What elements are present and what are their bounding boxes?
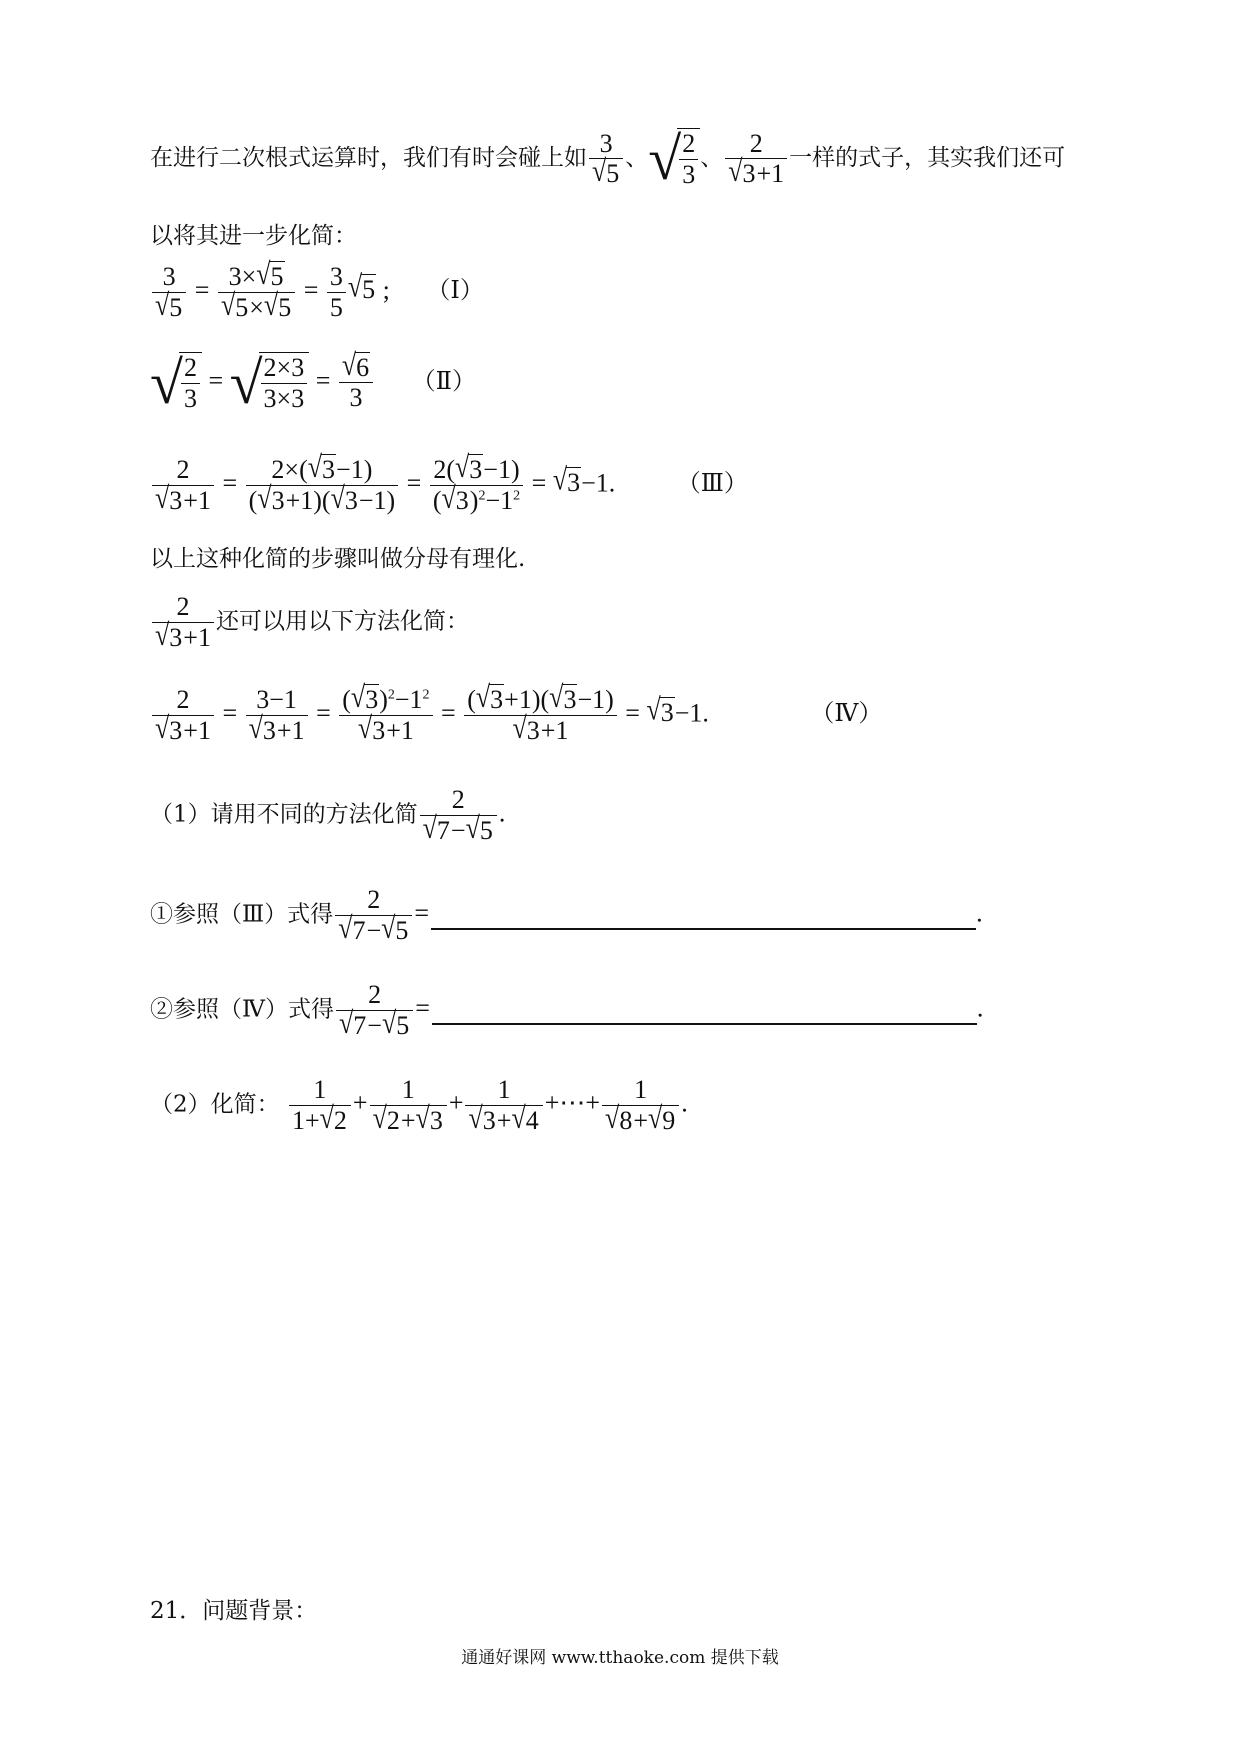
equation-III: $\frac{2}{√3+1}$ = $\frac{2\times(√3-1)}{(√3+1)(√3-1)}$ = $\frac{2(√3-1)}{(√3)^2-1^2}$ = √3−1. （Ⅲ） — [150, 455, 748, 516]
fraction-2-over-sqrt3-plus-1: $\frac{2}{√3+1}$ — [725, 129, 787, 190]
q1-prefix: （1）请用不同的方法化简 — [150, 801, 418, 828]
sep-2: 、 — [700, 144, 724, 171]
q1b-end: . — [976, 993, 984, 1023]
intro-cont: 以将其进一步化简： — [150, 223, 357, 249]
label-I: （Ⅰ） — [426, 278, 484, 305]
q1a-end: . — [976, 898, 983, 928]
answer-blank-b[interactable] — [432, 995, 977, 1025]
q2-suffix: . — [681, 1088, 688, 1118]
statement: 以上这种化简的步骤叫做分母有理化. — [150, 546, 526, 572]
question-1a: ①参照（Ⅲ）式得 $\frac{2}{√7-√5}$ = . — [150, 885, 983, 945]
question-1b: ②参照（Ⅳ）式得 $\frac{2}{√7-√5}$ = . — [150, 980, 984, 1040]
footer: 通通好课网 www.tthaoke.com 提供下载 — [461, 1648, 779, 1668]
sqrt-2-over-3: √ $\frac{2}{3}$ — [648, 128, 700, 190]
intro-line — [150, 125, 1066, 192]
label-III: （Ⅲ） — [676, 471, 748, 498]
q1-suffix: . — [498, 798, 506, 828]
question-2 — [150, 1075, 688, 1136]
label-IV: （Ⅳ） — [810, 701, 883, 728]
question-1: （1）请用不同的方法化简 $\frac{2}{√7-√5}$ . — [150, 785, 506, 845]
q1b-prefix: ②参照（Ⅳ）式得 — [150, 996, 334, 1023]
alt-text: 还可以用以下方法化简： — [215, 608, 469, 635]
q2-prefix: （2）化简： — [150, 1091, 280, 1118]
intro-text-2: 一样的式子，其实我们还可 — [789, 144, 1066, 171]
answer-blank-a[interactable] — [431, 900, 976, 930]
q1a-prefix: ①参照（Ⅲ）式得 — [150, 901, 334, 928]
alt-line: $\frac{2}{√3+1}$ 还可以用以下方法化简： — [150, 592, 469, 653]
fraction-3-over-sqrt5: $\frac{3}{√5}$ — [589, 129, 623, 190]
next-question: 21．问题背景： — [150, 1598, 318, 1624]
equation-I: $\frac{3}{√5}$ = $\frac{3\times√5}{√5\times√5}$ = $\frac{3}{5}$ √5 ; （Ⅰ） — [150, 262, 484, 323]
q2-expression: $\frac{1}{1+√2}$ + $\frac{1}{√2+√3}$ + $\frac{1}{√3+√4}$ +⋯+ $\frac{1}{√8+√9}$ — [287, 1088, 681, 1117]
equation-II: √ $\frac{2}{3}$ = √ $\frac{2\times 3}{3\times 3}$ = $\frac{√6}{3}$ （Ⅱ） — [150, 347, 476, 416]
intro-text-1: 在进行二次根式运算时，我们有时会碰上如 — [150, 144, 587, 171]
label-II: （Ⅱ） — [411, 368, 476, 395]
sep-1: 、 — [625, 144, 649, 171]
equation-IV: $\frac{2}{√3+1}$ = $\frac{3-1}{√3+1}$ = $\frac{(√3)^2-1^2}{√3+1}$ = $\frac{(√3+1)(√3-1)}{√3+1}$ = √3−1. （Ⅳ） — [150, 685, 882, 746]
